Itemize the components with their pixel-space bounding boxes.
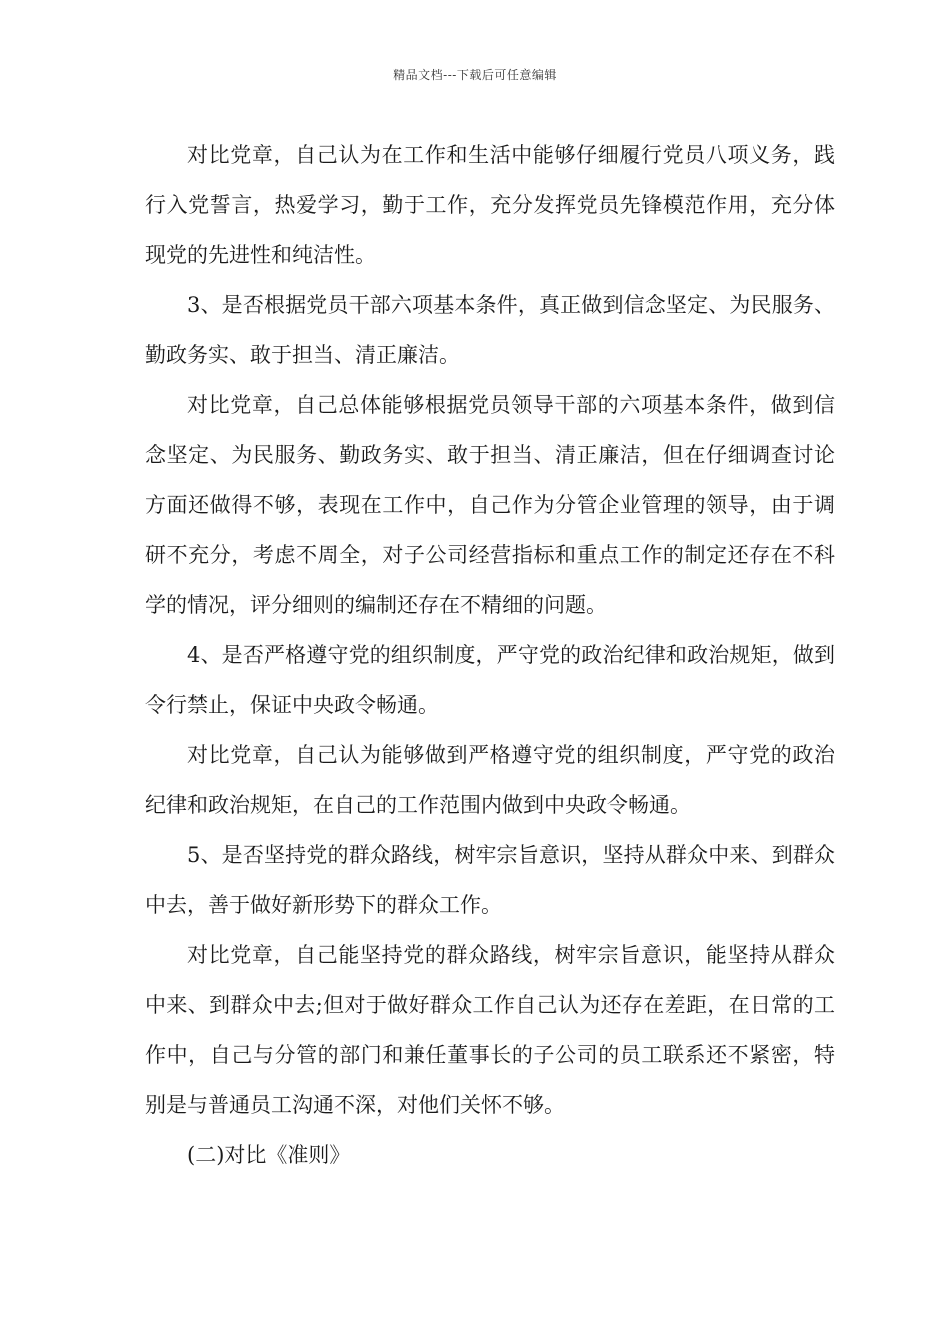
document-body [145,130,835,1180]
paragraph-6: 5、是否坚持党的群众路线，树牢宗旨意识，坚持从群众中来、到群众中去，善于做好新形势下的群众工作。 [145,843,835,917]
paragraph-7: 对比党章，自己能坚持党的群众路线，树牢宗旨意识，能坚持从群众中来、到群众中去;但对于做好群众工作自己认为还存在差距，在日常的工作中，自己与分管的部门和兼任董事长的子公司的员工联系还不紧密，特别是与普通员工沟通不深，对他们关怀不够。 [145,943,835,1117]
paragraph-5: 对比党章，自己认为能够做到严格遵守党的组织制度，严守党的政治纪律和政治规矩，在自己的工作范围内做到中央政令畅通。 [145,743,835,817]
paragraph-1: 对比党章，自己认为在工作和生活中能够仔细履行党员八项义务，践行入党誓言，热爱学习，勤于工作，充分发挥党员先锋模范作用，充分体现党的先进性和纯洁性。 [145,143,835,267]
paragraph-3: 对比党章，自己总体能够根据党员领导干部的六项基本条件，做到信念坚定、为民服务、勤政务实、敢于担当、清正廉洁，但在仔细调查讨论方面还做得不够，表现在工作中，自己作为分管企业管理的领导，由于调研不充分，考虑不周全，对子公司经营指标和重点工作的制定还存在不科学的情况，评分细则的编制还存在不精细的问题。 [145,393,835,617]
page-header: 精品文档---下载后可任意编辑 [393,68,557,82]
paragraph-4: 4、是否严格遵守党的组织制度，严守党的政治纪律和政治规矩，做到令行禁止，保证中央政令畅通。 [145,643,835,717]
paragraph-2: 3、是否根据党员干部六项基本条件，真正做到信念坚定、为民服务、勤政务实、敢于担当、清正廉洁。 [145,293,835,367]
section-heading: (二)对比《准则》 [187,1143,351,1167]
